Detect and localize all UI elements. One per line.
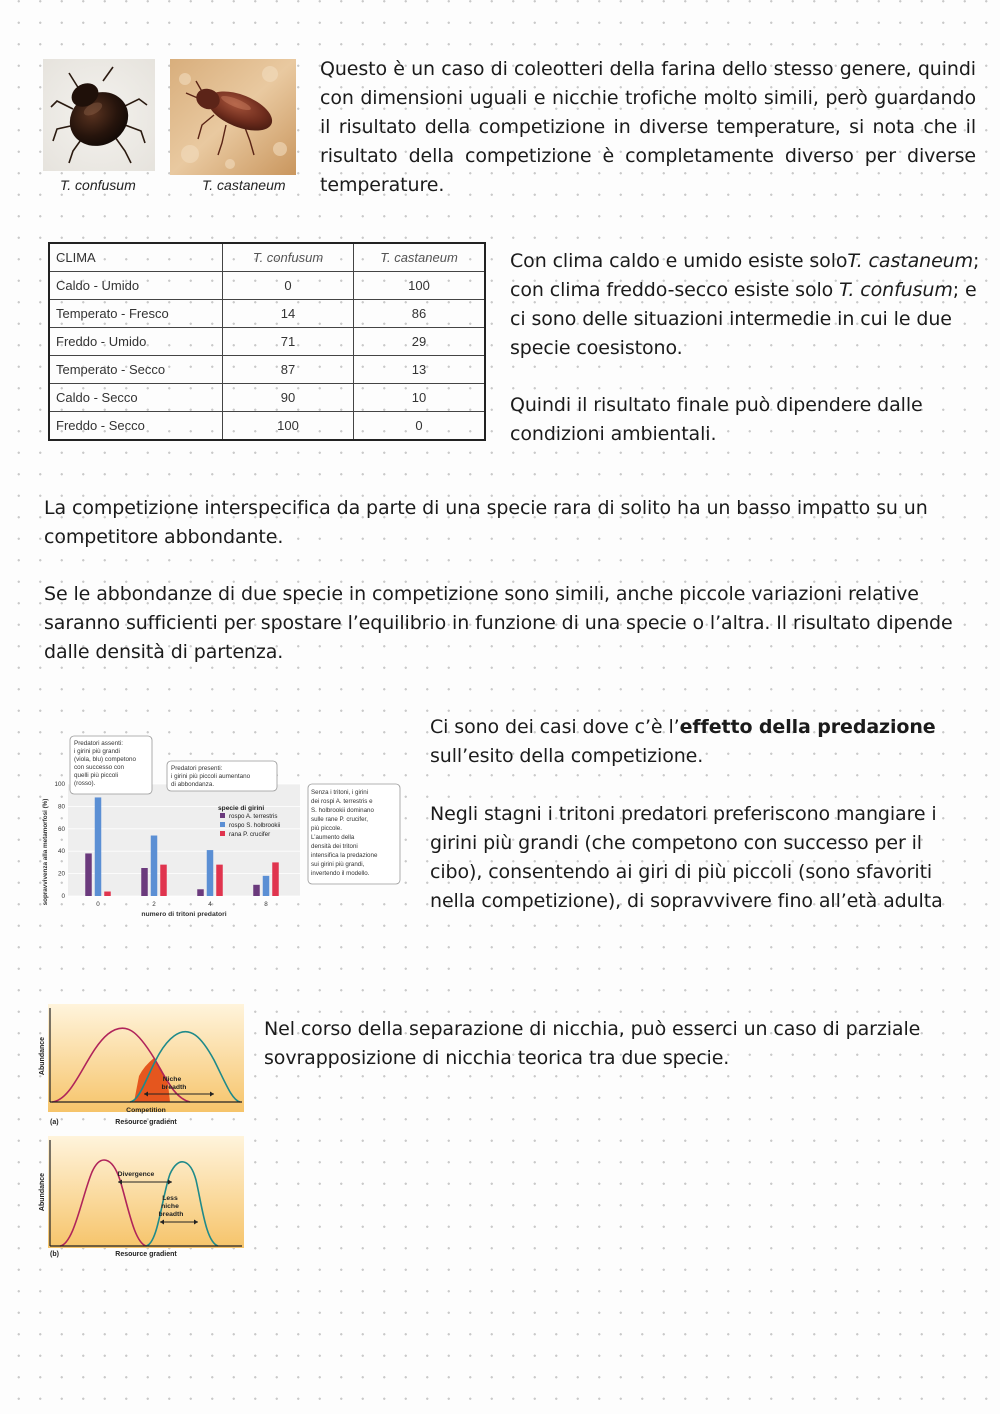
callout-text-line: di abbondanza. <box>171 781 215 788</box>
legend-entry: rana P. crucifer <box>229 831 271 838</box>
table-row <box>49 328 485 356</box>
x-tick-label: 4 <box>208 901 212 908</box>
label-niche-breadth: Niche breadth <box>161 1076 187 1091</box>
panel-label-b: (b) <box>50 1251 59 1258</box>
callout-text-line: (rosso). <box>74 780 96 787</box>
climate-table <box>48 242 486 441</box>
table-cell: Temperato - Fresco <box>49 300 223 328</box>
y-tick-label: 100 <box>54 781 65 788</box>
table-header-row <box>49 243 485 272</box>
y-tick-label: 80 <box>57 803 65 811</box>
y-tick-label: 0 <box>61 893 65 900</box>
callout-text-line: dei rospi A. terrestris e <box>311 798 373 805</box>
callout-text-line: quelli più piccoli <box>74 772 119 779</box>
table-row <box>49 356 485 384</box>
bar <box>263 876 270 896</box>
bar <box>197 889 204 896</box>
x-tick-label: 8 <box>264 901 268 908</box>
axis-label-resource: Resource gradient <box>115 1251 177 1258</box>
axis-label-abundance: Abundance <box>39 1172 46 1212</box>
legend-entry: rospo A. terrestris <box>229 813 278 820</box>
competition-paragraph-1: La competizione interspecifica da parte di una specie rara di solito ha un basso impatto su un competitore abbondante. <box>44 497 928 548</box>
callout-text-line: Predatori presenti: <box>171 765 223 772</box>
species-name: T. castaneum <box>847 250 974 272</box>
bar <box>207 850 214 896</box>
x-tick-label: 2 <box>152 901 156 908</box>
legend-title: specie di girini <box>218 805 265 812</box>
x-tick-label: 0 <box>96 901 100 908</box>
table-cell: 100 <box>354 272 486 300</box>
table-row <box>49 272 485 300</box>
competition-paragraph-2: Se le abbondanze di due specie in competizione sono simili, anche piccole variazioni relative saranno sufficienti per spostare l’equilibrio in funzione di una specie o l’altra. Il risultato dipende dalle densità di partenza. <box>44 583 953 663</box>
bold-phrase: effetto della predazione <box>679 716 936 738</box>
niche-figure-b <box>34 1136 244 1260</box>
legend-swatch <box>220 831 225 836</box>
callout-text-line: sui girini più grandi, <box>311 861 365 868</box>
bar <box>216 865 223 896</box>
callout-text-line: più piccole. <box>311 825 342 832</box>
beetle-caption-confusum: T. confusum <box>60 177 136 193</box>
table-row <box>49 412 485 441</box>
table-cell: 14 <box>223 300 354 328</box>
axis-label-abundance: Abundance <box>39 1036 46 1076</box>
table-header: CLIMA <box>49 243 223 272</box>
table-cell: 90 <box>223 384 354 412</box>
table-row <box>49 300 485 328</box>
bar <box>253 885 260 896</box>
text-span: ; e ci sono delle situazioni intermedie in cui le due specie coesistono. <box>510 279 977 359</box>
table-row <box>49 384 485 412</box>
table-cell: 100 <box>223 412 354 441</box>
panel-label-a: (a) <box>50 1119 59 1126</box>
species-name: T. confusum <box>839 279 953 301</box>
text-span: sull’esito della competizione. <box>430 745 704 767</box>
clima-paragraph-2: Quindi il risultato finale può dipendere dalle condizioni ambientali. <box>510 394 923 445</box>
callout-text-line: intensifica la predazione <box>311 852 378 859</box>
bar <box>151 836 158 896</box>
table-cell: 13 <box>354 356 486 384</box>
table-cell: Caldo - Secco <box>49 384 223 412</box>
callout-text-line: i girini più grandi <box>74 748 120 755</box>
label-divergence: Divergence <box>117 1171 155 1178</box>
panel-background <box>48 1136 244 1248</box>
y-tick-label: 60 <box>57 825 65 833</box>
intro-paragraph: Questo è un caso di coleotteri della farina dello stesso genere, quindi con dimensioni uguali e nicchie trofiche molto simili, però guardando il risultato della competizione in diverse temperature, si nota che il risultato della competizione è completamente diverso per diverse temperature. <box>320 58 976 196</box>
bar <box>95 797 102 896</box>
bar <box>272 862 279 896</box>
table-cell: Caldo - Umido <box>49 272 223 300</box>
table-cell: 10 <box>354 384 486 412</box>
text-span: Ci sono dei casi dove c’è l’ <box>430 716 680 738</box>
y-tick-label: 20 <box>57 870 65 878</box>
bar <box>85 853 92 896</box>
tadpole-chart-figure <box>40 728 404 924</box>
bar <box>104 892 111 896</box>
callout-text-line: Senza i tritoni, i girini <box>311 789 369 796</box>
table-cell: 87 <box>223 356 354 384</box>
niche-figure-a <box>34 1004 244 1128</box>
axis-label-resource: Resource gradient <box>115 1119 177 1126</box>
x-axis-label: numero di tritoni predatori <box>141 911 227 918</box>
legend-swatch <box>220 822 225 827</box>
niche-paragraph: Nel corso della separazione di nicchia, può esserci un caso di parziale sovrapposizione di nicchia teorica tra due specie. <box>264 1018 921 1069</box>
bar <box>160 865 167 896</box>
callout-text-line: sulle rane P. crucifer, <box>311 816 368 823</box>
table-header: T. castaneum <box>354 243 486 272</box>
table-cell: Freddo - Secco <box>49 412 223 441</box>
table-cell: Temperato - Secco <box>49 356 223 384</box>
callout-text-line: i girini più piccoli aumentano <box>171 773 251 780</box>
text-span: Con clima caldo e umido esiste solo <box>510 250 848 272</box>
bar <box>141 868 148 896</box>
clima-paragraph-1 <box>510 247 980 363</box>
label-less-niche-breadth: Less niche breadth <box>158 1195 184 1218</box>
text-span: ; con clima freddo-secco esiste solo <box>510 250 980 301</box>
table-cell: 0 <box>223 272 354 300</box>
table-header: T. confusum <box>223 243 354 272</box>
table-cell: Freddo - Umido <box>49 328 223 356</box>
callout-text-line: Predatori assenti: <box>74 740 124 747</box>
callout-text-line: con successo con <box>74 764 125 771</box>
label-competition: Competition <box>126 1107 166 1114</box>
beetle-photo-castaneum <box>170 59 296 175</box>
predation-paragraph-1 <box>430 713 950 771</box>
beetle-caption-castaneum: T. castaneum <box>202 177 286 193</box>
callout-text-line: (viola, blu) competono <box>74 756 136 763</box>
callout-text-line: L’aumento della <box>311 834 355 841</box>
y-axis-label: sopravvivenza alla metamorfosi (%) <box>42 798 49 906</box>
y-tick-label: 40 <box>57 848 65 856</box>
table-cell: 86 <box>354 300 486 328</box>
legend-swatch <box>220 813 225 818</box>
table-cell: 71 <box>223 328 354 356</box>
table-cell: 0 <box>354 412 486 441</box>
legend-entry: rospo S. holbrookii <box>229 822 281 829</box>
table-cell: 29 <box>354 328 486 356</box>
callout-text-line: invertendo il modello. <box>311 870 370 877</box>
predation-paragraph-2: Negli stagni i tritoni predatori preferiscono mangiare i girini più grandi (che competono con successo per il cibo), consentendo ai giri di più piccoli (sono sfavoriti nella competizione), di sopravvivere fino all’età adulta <box>430 803 943 912</box>
beetle-photo-confusum <box>43 59 155 171</box>
callout-text-line: S. holbrookii dominano <box>311 807 374 814</box>
callout-text-line: densità dei tritoni <box>311 843 358 850</box>
